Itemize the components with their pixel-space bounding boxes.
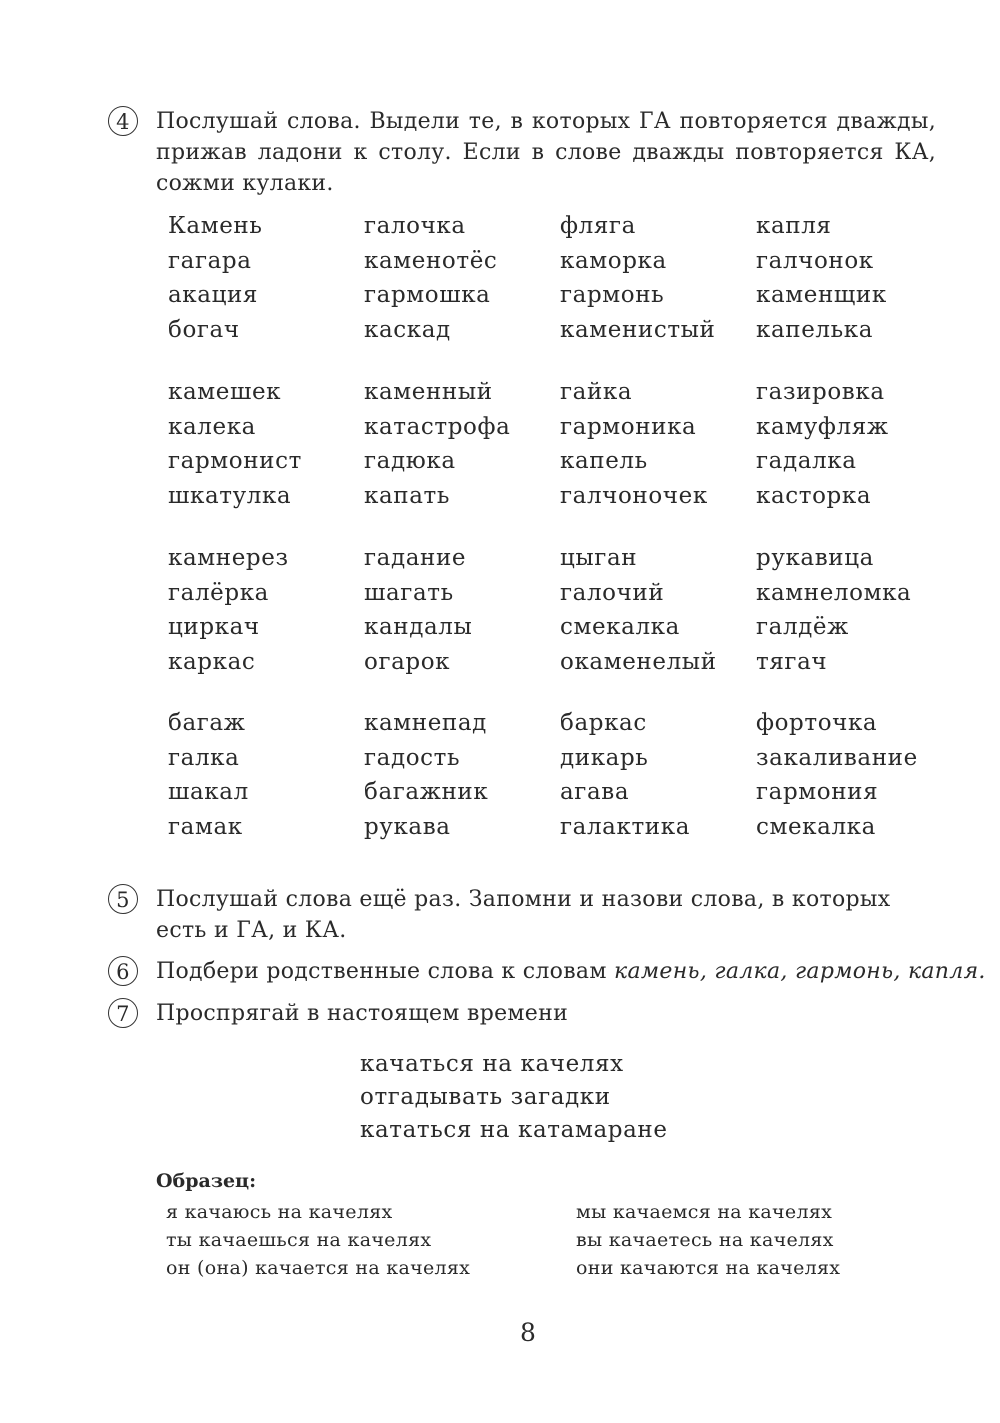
word-item: богач xyxy=(168,316,240,343)
word-item: гадость xyxy=(364,744,461,771)
word-item: капель xyxy=(560,448,648,474)
word-item: катастрофа xyxy=(364,413,511,440)
task-4 xyxy=(108,106,936,199)
word-item: гадалка xyxy=(756,448,857,474)
word-item: форточка xyxy=(756,710,878,736)
word-item: капать xyxy=(364,482,450,509)
word-item: гармошка xyxy=(364,282,491,308)
word-item: багажник xyxy=(364,779,489,805)
task-6-text xyxy=(156,956,986,987)
word-item: гамак xyxy=(168,813,243,840)
word-item: галочий xyxy=(560,579,665,606)
page-number: 8 xyxy=(520,1318,536,1347)
word-item: каменотёс xyxy=(364,247,498,274)
verb-phrase: кататься на катамаране xyxy=(360,1117,668,1143)
word-item: гармонист xyxy=(168,448,302,474)
word-item: смекалка xyxy=(756,813,876,840)
word-item: галчонок xyxy=(756,247,874,274)
word-item: огарок xyxy=(364,648,451,675)
word-item: касторка xyxy=(756,482,872,509)
word-item: галдёж xyxy=(756,614,849,640)
word-item: багаж xyxy=(168,710,246,736)
word-item: смекалка xyxy=(560,614,680,640)
task-number-6: 6 xyxy=(108,956,138,986)
word-item: фляга xyxy=(560,213,636,239)
word-item: калека xyxy=(168,413,256,440)
task-number-7: 7 xyxy=(108,998,138,1028)
word-item: кандалы xyxy=(364,614,473,640)
sample-line: они качаются на качелях xyxy=(576,1257,841,1279)
task-5-text: Послушай слова ещё раз. Запомни и назови слова, в которых есть и ГА, и КА. xyxy=(156,887,891,943)
task-7 xyxy=(108,998,948,1029)
word-item: капелька xyxy=(756,316,874,343)
word-item: цыган xyxy=(560,545,638,571)
sample-line: ты качаешься на качелях xyxy=(166,1229,432,1251)
word-group-3 xyxy=(168,545,952,683)
word-item: рукавица xyxy=(756,545,874,571)
word-item: камнерез xyxy=(168,545,289,571)
word-item: камнеломка xyxy=(756,579,912,606)
word-item: каменный xyxy=(364,379,493,405)
word-item: каморка xyxy=(560,247,667,274)
sample-title: Образец: xyxy=(156,1170,257,1192)
task-number-4: 4 xyxy=(108,106,138,136)
word-item: галёрка xyxy=(168,579,269,606)
word-item: гадание xyxy=(364,545,467,571)
word-item: каскад xyxy=(364,316,451,343)
word-item: галочка xyxy=(364,213,466,239)
verb-phrase: качаться на качелях xyxy=(360,1051,624,1077)
word-item: гадюка xyxy=(364,448,456,474)
verb-phrases xyxy=(360,1048,668,1147)
word-item: Камень xyxy=(168,213,263,239)
task-6-text-main: Подбери родственные слова к словам xyxy=(156,959,615,984)
word-item: каменистый xyxy=(560,316,716,343)
word-item: галактика xyxy=(560,813,691,840)
word-item: шкатулка xyxy=(168,482,292,509)
word-item: галка xyxy=(168,744,240,771)
word-item: каркас xyxy=(168,648,256,675)
word-item: гармоника xyxy=(560,413,697,440)
word-item: капля xyxy=(756,213,832,239)
task-number-5: 5 xyxy=(108,884,138,914)
word-item: газировка xyxy=(756,379,885,405)
word-group-1 xyxy=(168,213,952,351)
word-item: окаменелый xyxy=(560,648,717,675)
task-7-text: Проспрягай в настоящем времени xyxy=(156,1001,569,1026)
sample-right-column xyxy=(576,1198,840,1282)
word-item: тягач xyxy=(756,648,828,675)
word-item: гармонь xyxy=(560,282,665,308)
word-item: дикарь xyxy=(560,744,649,771)
word-item: камуфляж xyxy=(756,413,889,440)
sample-line: я качаюсь на качелях xyxy=(166,1201,393,1223)
word-item: шагать xyxy=(364,579,454,606)
word-item: закаливание xyxy=(756,744,918,771)
word-item: баркас xyxy=(560,710,647,736)
word-item: камнепад xyxy=(364,710,487,736)
sample-left-column xyxy=(166,1198,470,1282)
task-6-words: камень, галка, гармонь, капля. xyxy=(614,959,986,984)
sample-line: вы качаетесь на качелях xyxy=(576,1229,834,1251)
sample-line: он (она) качается на качелях xyxy=(166,1257,471,1279)
word-item: гагара xyxy=(168,247,252,274)
word-item: шакал xyxy=(168,779,249,805)
word-item: галчоночек xyxy=(560,482,708,509)
task-5 xyxy=(108,884,948,946)
word-group-2 xyxy=(168,379,952,517)
verb-phrase: отгадывать загадки xyxy=(360,1084,611,1110)
word-item: циркач xyxy=(168,614,260,640)
sample-line: мы качаемся на качелях xyxy=(576,1201,833,1223)
word-item: акация xyxy=(168,282,259,308)
task-6 xyxy=(108,956,986,987)
word-item: каменщик xyxy=(756,282,887,308)
word-item: рукава xyxy=(364,813,451,840)
task-4-text: Послушай слова. Выдели те, в которых ГА повторяется дважды, прижав ладони к столу. Если в слове дважды повторяется КА, сожми кулаки. xyxy=(156,109,936,196)
word-item: камешек xyxy=(168,379,282,405)
word-item: гармония xyxy=(756,779,879,805)
word-item: гайка xyxy=(560,379,633,405)
word-group-4 xyxy=(168,710,952,848)
word-item: агава xyxy=(560,779,630,805)
